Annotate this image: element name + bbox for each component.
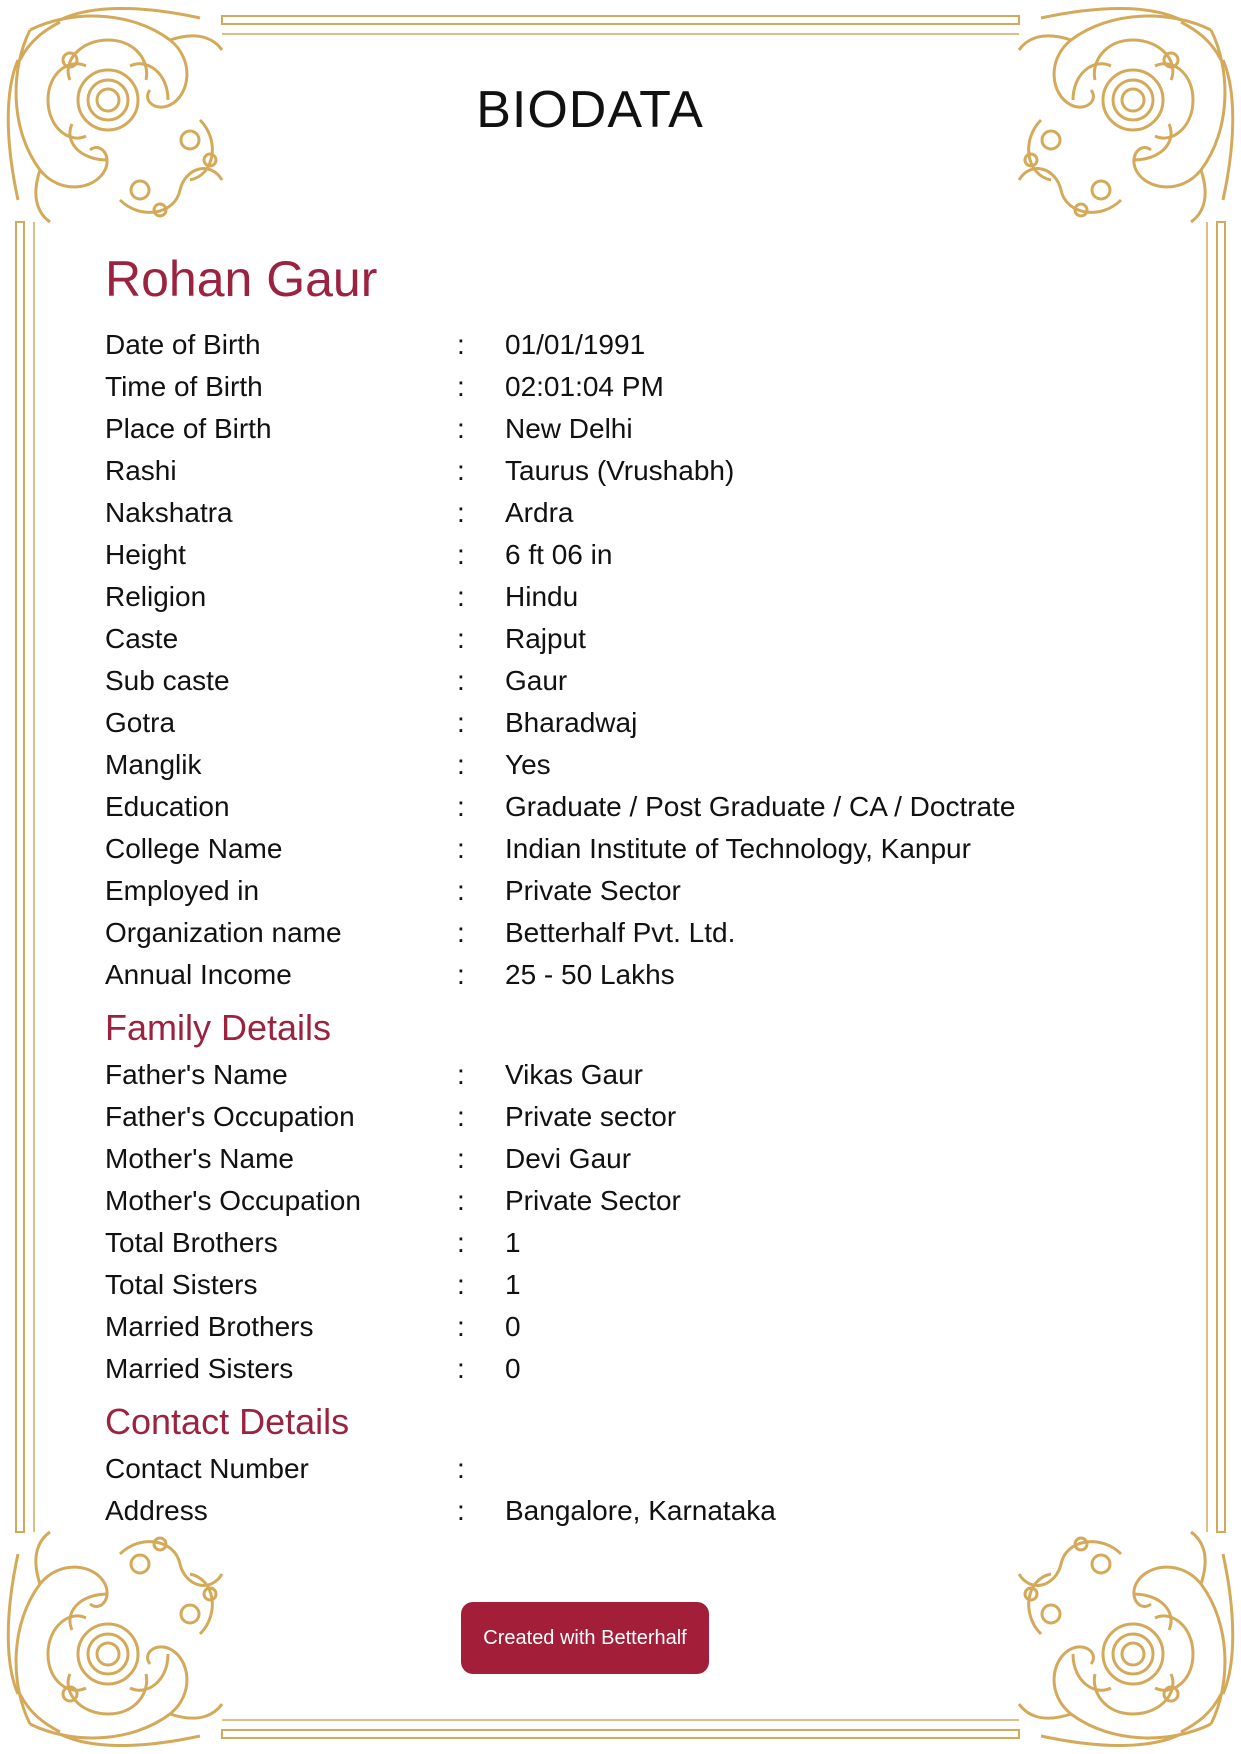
biodata-content xyxy=(105,248,1105,1532)
detail-value: 6 ft 06 in xyxy=(505,539,613,570)
detail-row xyxy=(105,870,1105,912)
detail-separator: : xyxy=(457,497,465,528)
detail-row xyxy=(105,702,1105,744)
detail-row xyxy=(105,450,1105,492)
detail-separator: : xyxy=(457,1495,465,1526)
detail-value: Devi Gaur xyxy=(505,1143,632,1174)
detail-row xyxy=(105,324,1105,366)
detail-separator: : xyxy=(457,1059,465,1090)
detail-label: Gotra xyxy=(105,707,176,738)
detail-value: Private sector xyxy=(505,1101,677,1132)
detail-separator: : xyxy=(457,455,465,486)
detail-label: Annual Income xyxy=(105,959,292,990)
detail-value: Taurus (Vrushabh) xyxy=(505,455,735,486)
detail-row xyxy=(105,912,1105,954)
created-with-badge[interactable]: Created with Betterhalf xyxy=(461,1602,709,1674)
detail-row xyxy=(105,828,1105,870)
detail-value: 0 xyxy=(505,1311,521,1342)
detail-row xyxy=(105,534,1105,576)
detail-value: Hindu xyxy=(505,581,579,612)
detail-row xyxy=(105,954,1105,996)
detail-label: Mother's Name xyxy=(105,1143,294,1174)
detail-value: Vikas Gaur xyxy=(505,1059,643,1090)
detail-value: Ardra xyxy=(505,497,574,528)
detail-row xyxy=(105,1490,1105,1532)
family-details-heading: Family Details xyxy=(105,1007,332,1048)
detail-separator: : xyxy=(457,329,465,360)
detail-separator: : xyxy=(457,1227,465,1258)
detail-row xyxy=(105,1264,1105,1306)
detail-label: Rashi xyxy=(105,455,177,486)
detail-value: 1 xyxy=(505,1227,521,1258)
detail-label: Father's Name xyxy=(105,1059,288,1090)
detail-row xyxy=(105,1448,1105,1490)
detail-separator: : xyxy=(457,539,465,570)
detail-value: Gaur xyxy=(505,665,568,696)
detail-separator: : xyxy=(457,1353,465,1384)
detail-label: Total Brothers xyxy=(105,1227,278,1258)
detail-value: Betterhalf Pvt. Ltd. xyxy=(505,917,736,948)
detail-separator: : xyxy=(457,1311,465,1342)
detail-value: Indian Institute of Technology, Kanpur xyxy=(505,833,971,864)
detail-separator: : xyxy=(457,413,465,444)
detail-value: 25 - 50 Lakhs xyxy=(505,959,675,990)
detail-value: Graduate / Post Graduate / CA / Doctrate xyxy=(505,791,1016,822)
detail-label: Education xyxy=(105,791,230,822)
detail-label: Organization name xyxy=(105,917,342,948)
detail-separator: : xyxy=(457,791,465,822)
detail-value: Bangalore, Karnataka xyxy=(505,1495,776,1526)
detail-label: Total Sisters xyxy=(105,1269,258,1300)
detail-value: 02:01:04 PM xyxy=(505,371,664,402)
detail-row xyxy=(105,1138,1105,1180)
detail-row xyxy=(105,408,1105,450)
detail-row xyxy=(105,1096,1105,1138)
detail-label: Caste xyxy=(105,623,179,654)
detail-label: Time of Birth xyxy=(105,371,263,402)
detail-label: Nakshatra xyxy=(105,497,233,528)
detail-separator: : xyxy=(457,749,465,780)
detail-separator: : xyxy=(457,1453,465,1484)
detail-value: Rajput xyxy=(505,623,586,654)
detail-value: Private Sector xyxy=(505,1185,681,1216)
contact-details xyxy=(105,1448,1105,1532)
detail-row xyxy=(105,366,1105,408)
detail-label: Father's Occupation xyxy=(105,1101,355,1132)
detail-row xyxy=(105,1180,1105,1222)
personal-details xyxy=(105,324,1105,996)
detail-value: 01/01/1991 xyxy=(505,329,646,360)
detail-separator: : xyxy=(457,623,465,654)
detail-label: Married Sisters xyxy=(105,1353,294,1384)
detail-label: Contact Number xyxy=(105,1453,309,1484)
detail-separator: : xyxy=(457,875,465,906)
detail-label: College Name xyxy=(105,833,283,864)
detail-row xyxy=(105,786,1105,828)
detail-separator: : xyxy=(457,581,465,612)
detail-label: Religion xyxy=(105,581,207,612)
detail-separator: : xyxy=(457,665,465,696)
detail-label: Sub caste xyxy=(105,665,230,696)
detail-row xyxy=(105,1222,1105,1264)
detail-row xyxy=(105,1306,1105,1348)
detail-label: Height xyxy=(105,539,186,570)
detail-label: Date of Birth xyxy=(105,329,261,360)
corner-flourish-icon xyxy=(1019,1532,1233,1746)
detail-label: Married Brothers xyxy=(105,1311,314,1342)
detail-separator: : xyxy=(457,1269,465,1300)
detail-label: Place of Birth xyxy=(105,413,272,444)
detail-row xyxy=(105,1348,1105,1390)
detail-separator: : xyxy=(457,1143,465,1174)
person-name: Rohan Gaur xyxy=(105,251,378,307)
detail-value: Private Sector xyxy=(505,875,681,906)
detail-label: Employed in xyxy=(105,875,260,906)
family-details xyxy=(105,1054,1105,1390)
detail-label: Manglik xyxy=(105,749,202,780)
detail-label: Mother's Occupation xyxy=(105,1185,361,1216)
detail-separator: : xyxy=(457,833,465,864)
detail-separator: : xyxy=(457,959,465,990)
detail-value: 1 xyxy=(505,1269,521,1300)
detail-separator: : xyxy=(457,707,465,738)
detail-separator: : xyxy=(457,371,465,402)
contact-details-heading: Contact Details xyxy=(105,1401,350,1442)
detail-row xyxy=(105,492,1105,534)
detail-separator: : xyxy=(457,1101,465,1132)
detail-row xyxy=(105,576,1105,618)
detail-row xyxy=(105,660,1105,702)
detail-value: Yes xyxy=(505,749,551,780)
corner-flourish-icon xyxy=(8,1532,222,1746)
detail-separator: : xyxy=(457,1185,465,1216)
detail-row xyxy=(105,618,1105,660)
detail-row xyxy=(105,1054,1105,1096)
detail-separator: : xyxy=(457,917,465,948)
detail-value: New Delhi xyxy=(505,413,633,444)
detail-label: Address xyxy=(105,1495,208,1526)
detail-value: Bharadwaj xyxy=(505,707,638,738)
page-title: BIODATA xyxy=(476,81,704,139)
detail-row xyxy=(105,744,1105,786)
detail-value: 0 xyxy=(505,1353,521,1384)
